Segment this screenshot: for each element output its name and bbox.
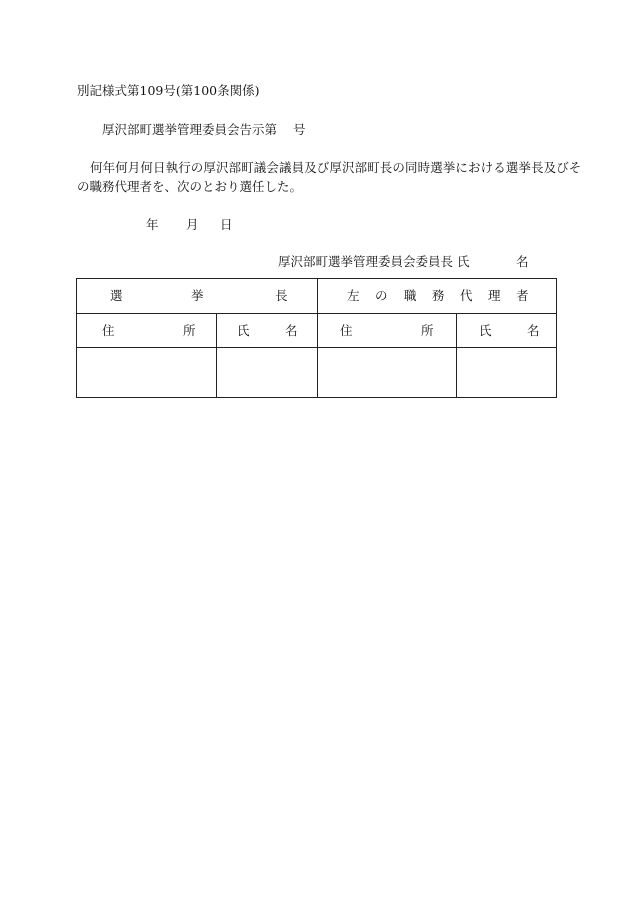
header-char: 長 [275, 288, 288, 303]
body-text-line-2: の職務代理者を、次のとおり選任した。 [77, 179, 303, 194]
body-text-line-1: 何年何月何日執行の厚沢部町議会議員及び厚沢部町長の同時選挙における選挙長及びそ [90, 160, 582, 175]
date-day-label: 日 [220, 217, 233, 232]
election-head-address-cell[interactable] [77, 348, 216, 398]
header-char: 挙 [191, 288, 204, 303]
header-char: 者 [516, 288, 529, 303]
header-char: の [375, 288, 388, 303]
header-char: 住 [102, 323, 115, 338]
header-char: 名 [285, 323, 298, 338]
header-char: 選 [110, 288, 123, 303]
notice-number-suffix: 号 [293, 122, 306, 137]
header-char: 氏 [479, 323, 492, 338]
header-char: 職 [404, 288, 417, 303]
date-month-label: 月 [186, 217, 199, 232]
form-label: 別記様式第109号(第100条関係) [77, 83, 260, 98]
deputy-name-cell[interactable] [457, 348, 556, 398]
election-head-name-cell[interactable] [217, 348, 317, 398]
header-char: 理 [488, 288, 501, 303]
header-char: 所 [421, 323, 434, 338]
appointment-table [76, 278, 557, 398]
deputy-address-cell[interactable] [318, 348, 456, 398]
header-char: 名 [527, 323, 540, 338]
signer-name-label-shi: 氏 [457, 254, 470, 269]
signer-title: 厚沢部町選挙管理委員会委員長 [278, 254, 454, 269]
header-char: 所 [183, 323, 196, 338]
header-char: 左 [347, 288, 360, 303]
signer-name-label-mei: 名 [516, 254, 529, 269]
header-char: 代 [460, 288, 473, 303]
header-char: 務 [432, 288, 445, 303]
notice-title: 厚沢部町選挙管理委員会告示第 [102, 122, 278, 137]
date-year-label: 年 [146, 217, 159, 232]
header-char: 氏 [237, 323, 250, 338]
header-char: 住 [340, 323, 353, 338]
